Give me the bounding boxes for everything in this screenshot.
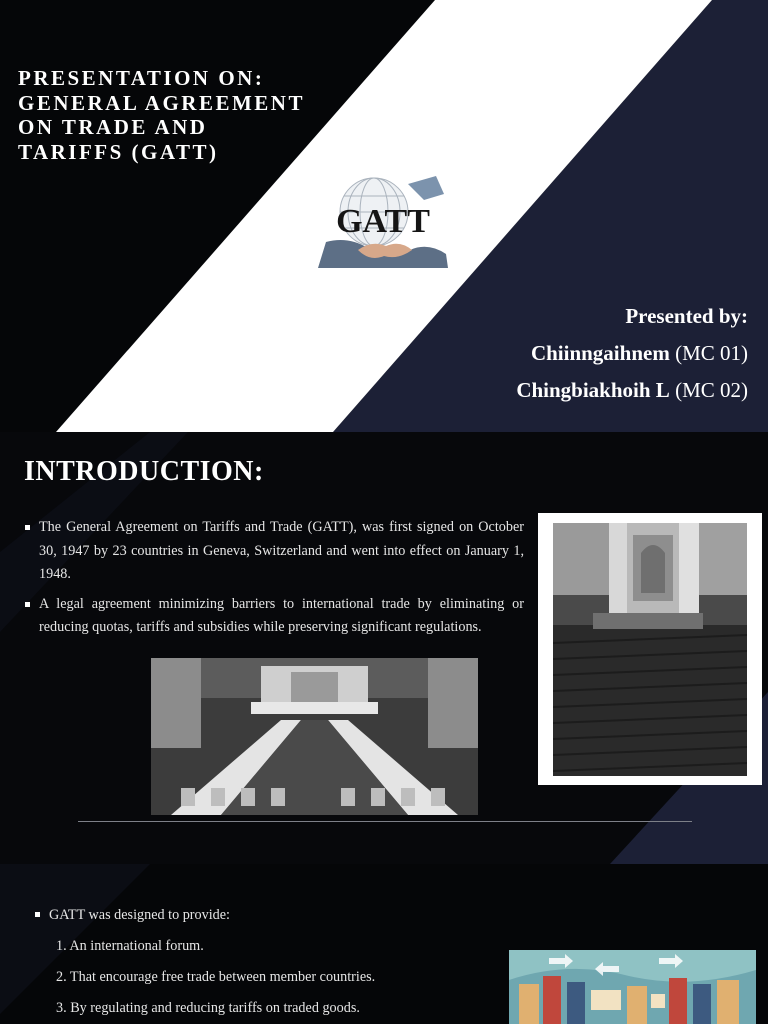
conference-table-photo: [151, 658, 478, 815]
presenter-code: (MC 01): [675, 341, 748, 365]
presenter-code: (MC 02): [675, 378, 748, 402]
gatt-logo-text: GATT: [336, 203, 430, 240]
presenter-row: [448, 372, 748, 409]
presented-by-label: Presented by:: [625, 304, 748, 328]
bullet-item: A legal agreement minimizing barriers to international trade by eliminating or reducing quotas, tariffs and subsidies while preserving significant regulations.: [24, 593, 524, 640]
introduction-slide: [0, 432, 768, 864]
bullet-item: The General Agreement on Tariffs and Trade (GATT), was first signed on October 30, 1947 by 23 countries in Geneva, Switzerland and went into effect on January 1, 1948.: [24, 516, 524, 587]
section-divider: [78, 821, 692, 822]
purpose-item: 2. That encourage free trade between member countries.: [56, 969, 376, 985]
presenter-name: Chiinngaihnem: [530, 341, 670, 365]
assembly-hall-photo-frame: [538, 513, 762, 785]
gatt-logo: [308, 170, 458, 270]
presenter-name: Chingbiakhoih L: [516, 378, 670, 402]
purpose-lead: GATT was designed to provide:: [34, 900, 375, 931]
purpose-item: 3. By regulating and reducing tariffs on traded goods.: [56, 1000, 360, 1016]
title-slide: [0, 0, 768, 432]
introduction-bullets: [24, 516, 524, 646]
assembly-hall-photo: [553, 523, 747, 776]
presenter-row: [448, 335, 748, 372]
introduction-heading: INTRODUCTION:: [24, 456, 264, 487]
presentation-title: PRESENTATION ON: GENERAL AGREEMENT ON TRADE AND TARIFFS (GATT): [18, 66, 305, 164]
trade-illustration: [509, 950, 756, 1024]
gatt-purpose-slide: [0, 864, 768, 1024]
presenters-block: [448, 298, 748, 409]
purpose-item: 1. An international forum.: [56, 938, 204, 954]
gatt-purpose-list: [34, 900, 375, 1024]
